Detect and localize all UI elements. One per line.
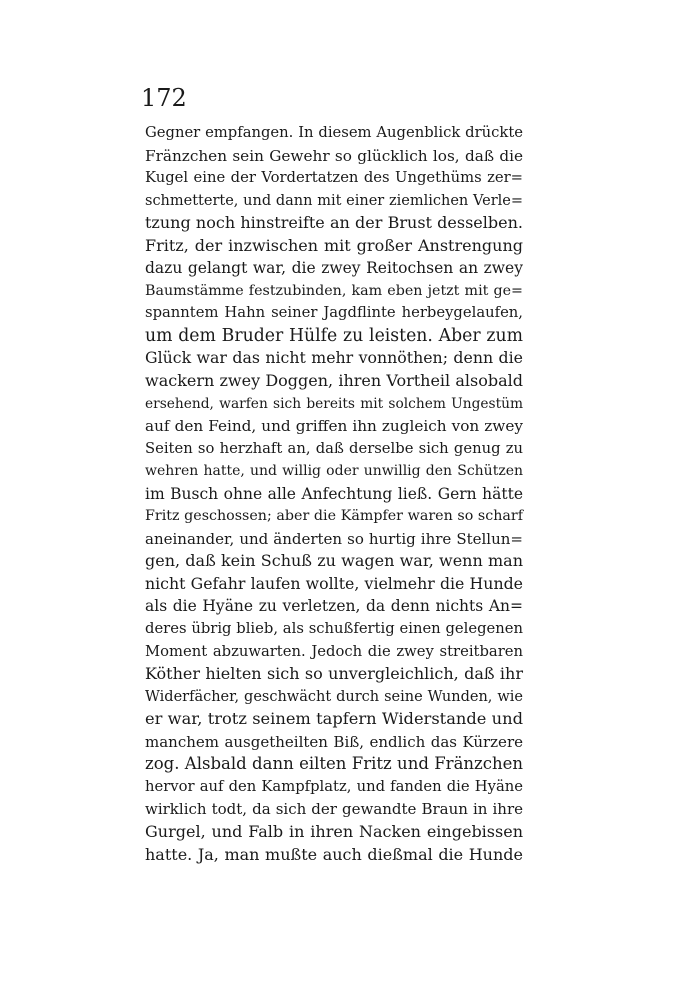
text-line: aneinander, und änderten so hurtig ihre Stellun= (145, 529, 523, 548)
text-line: deres übrig blieb, als schußfertig einen gelegenen (145, 620, 523, 638)
text-line: tzung noch hinstreifte an der Brust desselben. (145, 213, 523, 233)
text-line: Fritz, der inzwischen mit großer Anstrengung (145, 235, 523, 255)
text-line: um dem Bruder Hülfe zu leisten. Aber zum (145, 325, 523, 346)
text-line: hatte. Ja, man mußte auch dießmal die Hunde (145, 844, 523, 864)
text-line: im Busch ohne alle Anfechtung ließ. Gern hätte (145, 484, 523, 503)
text-line: Moment abzuwarten. Jedoch die zwey streitbaren (145, 642, 523, 660)
text-line: zog. Alsbald dann eilten Fritz und Fränzchen (145, 754, 523, 774)
text-line: Glück war das nicht mehr vonnöthen; denn die (145, 348, 523, 368)
text-line: manchem ausgetheilten Biß, endlich das Kürzere (145, 732, 523, 751)
text-line: schmetterte, und dann mit einer ziemlichen Verle= (145, 192, 523, 209)
text-line: auf den Feind, und griffen ihn zugleich von zwey (145, 417, 523, 436)
page-number: 172 (141, 84, 187, 112)
text-line: als die Hyäne zu verletzen, da denn nichts An= (145, 597, 523, 616)
text-line: hervor auf den Kampfplatz, und fanden die Hyäne (145, 777, 523, 795)
text-line: Kugel eine der Vordertatzen des Ungethüms zer= (145, 169, 523, 187)
text-line: spanntem Hahn seiner Jagdflinte herbeygelaufen, (145, 304, 523, 322)
text-line: Gurgel, und Falb in ihren Nacken eingebissen (145, 821, 523, 841)
text-line: wackern zwey Doggen, ihren Vortheil alsobald (145, 371, 523, 391)
text-line: wirklich todt, da sich der gewandte Braun in ihre (145, 800, 523, 819)
text-line: dazu gelangt war, die zwey Reitochsen an zwey (145, 259, 523, 278)
text-line: gen, daß kein Schuß zu wagen war, wenn man (145, 551, 523, 571)
text-line: Seiten so herzhaft an, daß derselbe sich genug zu (145, 439, 523, 457)
body-text (145, 122, 523, 866)
text-line: wehren hatte, und willig oder unwillig den Schützen (145, 463, 523, 480)
text-line: Fränzchen sein Gewehr so glücklich los, daß die (145, 146, 523, 165)
text-line: nicht Gefahr laufen wollte, vielmehr die Hunde (145, 573, 523, 593)
text-line: ersehend, warfen sich bereits mit solchem Ungestüm (145, 395, 523, 412)
text-line: Fritz geschossen; aber die Kämpfer waren so scharf (145, 508, 523, 525)
text-line: Köther hielten sich so unvergleichlich, daß ihr (145, 664, 523, 684)
text-line: Baumstämme festzubinden, kam eben jetzt mit ge= (145, 282, 523, 299)
text-line: er war, trotz seinem tapfern Widerstande und (145, 709, 523, 729)
text-line: Widerfächer, geschwächt durch seine Wunden, wie (145, 688, 523, 705)
text-line: Gegner empfangen. In diesem Augenblick drückte (145, 124, 523, 141)
